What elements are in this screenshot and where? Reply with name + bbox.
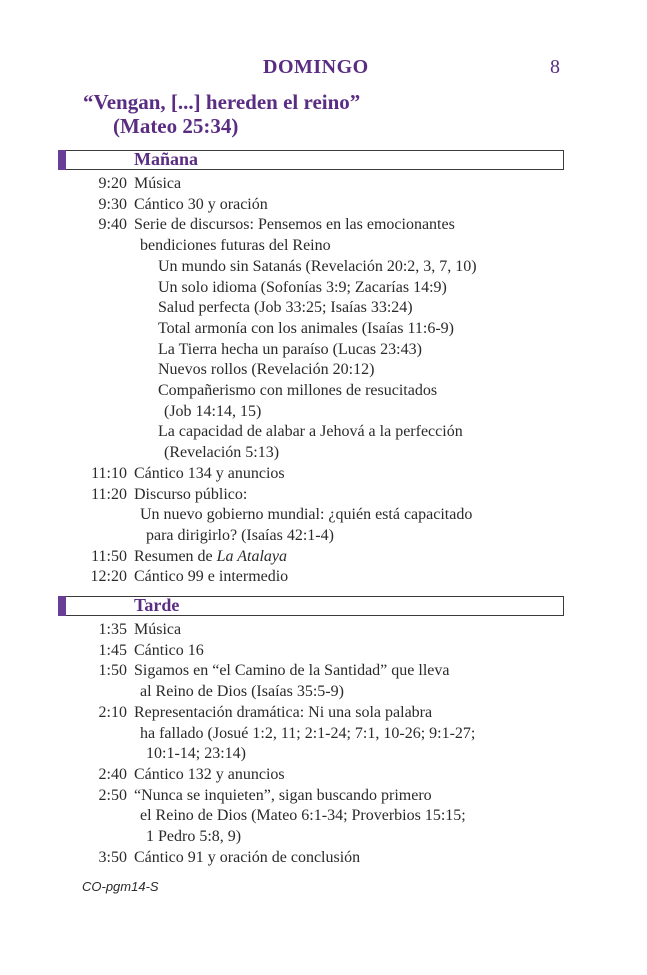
item-time: 2:50 xyxy=(98,786,127,804)
item-text: Cántico 134 y anuncios xyxy=(134,464,285,482)
publication-title: La Atalaya xyxy=(216,547,288,565)
subitem-text: Nuevos rollos (Revelación 20:12) xyxy=(158,361,375,379)
afternoon-program xyxy=(0,620,647,868)
program-item xyxy=(0,786,647,848)
item-text: Música xyxy=(134,175,182,192)
item-time: 3:50 xyxy=(98,848,127,866)
subitem-text: La capacidad de alabar a Jehová a la perfección xyxy=(158,423,463,441)
section-label-afternoon: Tarde xyxy=(134,595,180,615)
program-item xyxy=(0,174,647,195)
item-text-continued: bendiciones futuras del Reino xyxy=(140,237,331,255)
theme-reference: (Mateo 25:34) xyxy=(113,114,239,138)
item-text: “Nunca se inquieten”, sigan buscando primero xyxy=(134,786,432,804)
program-subitem xyxy=(0,340,647,361)
section-header-morning xyxy=(58,150,564,170)
program-item xyxy=(0,641,647,662)
item-time: 2:10 xyxy=(98,703,127,721)
item-text-continued: 10:1-14; 23:14) xyxy=(146,745,246,763)
item-text: Cántico 30 y oración xyxy=(134,195,268,213)
section-accent-bar xyxy=(58,596,66,616)
item-text: Cántico 91 y oración de conclusión xyxy=(134,848,361,866)
item-time: 1:45 xyxy=(98,641,127,659)
subitem-text: Total armonía con los animales (Isaías 11:6-9) xyxy=(158,319,454,337)
program-item xyxy=(0,215,647,256)
program-subitem xyxy=(0,278,647,299)
day-title: DOMINGO xyxy=(263,56,369,78)
subitem-text: Un solo idioma (Sofonías 3:9; Zacarías 14:9) xyxy=(158,278,447,296)
program-item xyxy=(0,485,647,506)
subitem-text-continued: (Job 14:14, 15) xyxy=(164,402,262,420)
item-text-continued: el Reino de Dios (Mateo 6:1-34; Proverbios 15:15; xyxy=(140,807,466,825)
program-item xyxy=(0,547,647,568)
program-subitem xyxy=(0,360,647,381)
program-item xyxy=(0,567,647,588)
item-text: Representación dramática: Ni una sola palabra xyxy=(134,703,433,721)
item-time: 11:10 xyxy=(91,464,127,482)
subitem-text: Un nuevo gobierno mundial: ¿quién está capacitado xyxy=(140,506,473,524)
item-time: 9:40 xyxy=(98,216,127,234)
item-text: Sigamos en “el Camino de la Santidad” que lleva xyxy=(134,662,450,680)
subitem-text: Salud perfecta (Job 33:25; Isaías 33:24) xyxy=(158,299,413,317)
item-time: 1:50 xyxy=(98,662,127,680)
item-time: 9:20 xyxy=(98,175,127,192)
item-text-continued: al Reino de Dios (Isaías 35:5-9) xyxy=(140,683,344,701)
item-time: 1:35 xyxy=(98,621,127,638)
program-item xyxy=(0,765,647,786)
program-item xyxy=(0,848,647,869)
item-text: Música xyxy=(134,621,182,638)
program-item xyxy=(0,195,647,216)
section-accent-bar xyxy=(58,150,66,170)
page-number: 8 xyxy=(550,56,560,78)
item-text: Discurso público: xyxy=(134,485,248,503)
item-text-continued: 1 Pedro 5:8, 9) xyxy=(146,828,242,846)
item-text-prefix: Resumen de xyxy=(134,547,213,565)
item-time: 12:20 xyxy=(90,568,127,586)
section-header-afternoon xyxy=(58,596,564,616)
item-time: 2:40 xyxy=(98,765,127,783)
theme-quote: “Vengan, [...] hereden el reino” xyxy=(83,90,361,114)
subitem-text: Un mundo sin Satanás (Revelación 20:2, 3, 7, 10) xyxy=(158,257,477,275)
item-text-continued: ha fallado (Josué 1:2, 11; 2:1-24; 7:1, 10-26; 9:1-27; xyxy=(140,724,476,742)
theme-heading xyxy=(83,90,360,138)
subitem-text-continued: para dirigirlo? (Isaías 42:1-4) xyxy=(146,526,334,544)
document-code: CO-pgm14-S xyxy=(82,879,159,894)
item-text: Cántico 132 y anuncios xyxy=(134,765,285,783)
item-time: 9:30 xyxy=(98,195,127,213)
program-subitem xyxy=(0,319,647,340)
item-text: Serie de discursos: Pensemos en las emocionantes xyxy=(134,216,455,234)
section-label-morning: Mañana xyxy=(134,149,199,169)
morning-program xyxy=(0,174,647,588)
program-item xyxy=(0,464,647,485)
item-text: Cántico 99 e intermedio xyxy=(134,568,289,586)
subitem-text: La Tierra hecha un paraíso (Lucas 23:43) xyxy=(158,340,422,358)
program-item xyxy=(0,620,647,641)
item-time: 11:20 xyxy=(91,485,127,503)
subitem-text: Compañerismo con millones de resucitados xyxy=(158,382,438,400)
program-subitem xyxy=(0,505,647,546)
program-item xyxy=(0,661,647,702)
program-item xyxy=(0,703,647,765)
program-subitem xyxy=(0,257,647,278)
program-subitem xyxy=(0,422,647,463)
subitem-text-continued: (Revelación 5:13) xyxy=(164,444,280,462)
item-time: 11:50 xyxy=(91,547,127,565)
program-subitem xyxy=(0,381,647,422)
item-text: Cántico 16 xyxy=(134,641,204,659)
program-subitem xyxy=(0,298,647,319)
